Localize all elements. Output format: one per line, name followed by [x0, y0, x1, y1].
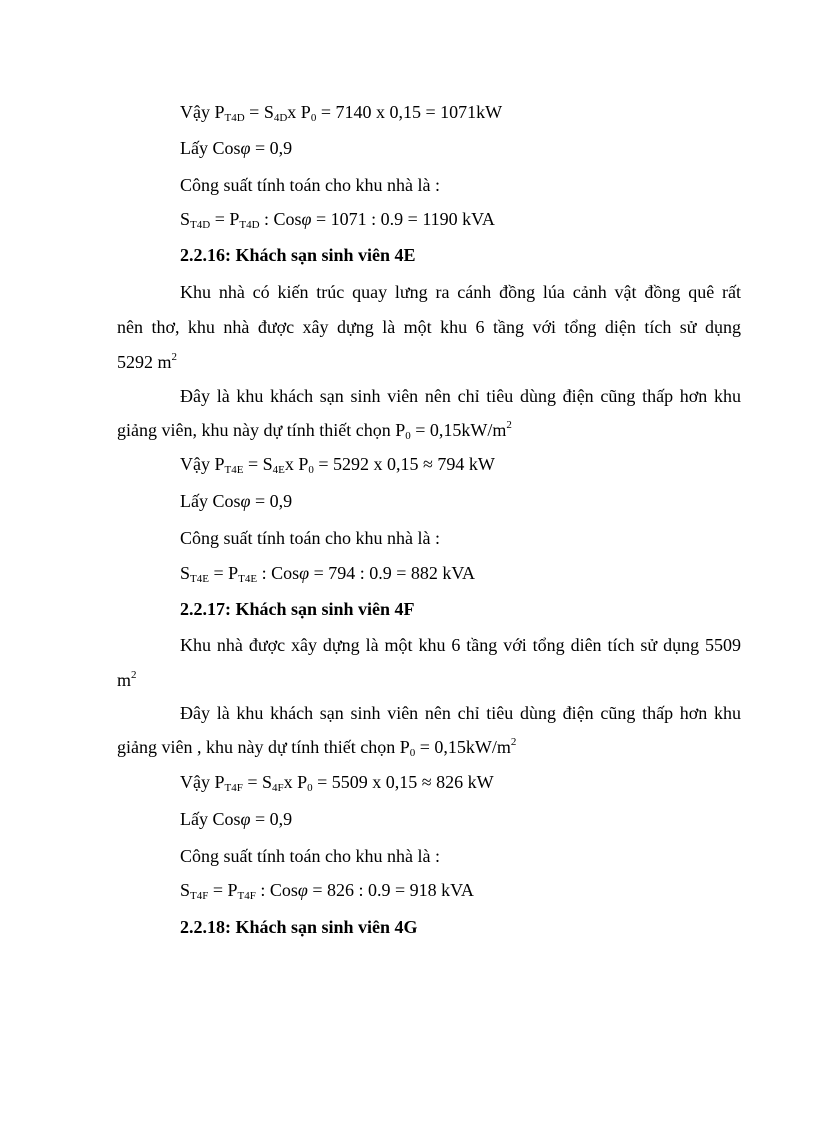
section-heading-2-2-17: 2.2.17: Khách sạn sinh viên 4F: [180, 599, 415, 619]
paragraph-line: Khu nhà được xây dựng là một khu 6 tầng với tổng diên tích sử dụng 5509: [180, 635, 741, 655]
power-calc-heading: Công suất tính toán cho khu nhà là :: [180, 528, 440, 548]
cos-phi-line: Lấy Cosφ = 0,9: [180, 491, 293, 511]
power-calc-heading: Công suất tính toán cho khu nhà là :: [180, 846, 440, 866]
power-calc-heading: Công suất tính toán cho khu nhà là :: [180, 175, 440, 195]
formula-p-t4e: Vậy $P_{T4E} = S_{4E}x$ $P_0 = 5292$ x 0,15 ≈ 794 kW: [180, 454, 495, 476]
formula-p-t4f: Vậy $P_{T4F} = S_{4F}x$ $P_0 = 5509$ x 0,15 ≈ 826 kW: [180, 772, 494, 794]
paragraph-line: Đây là khu khách sạn sinh viên nên chỉ tiêu dùng điện cũng thấp hơn khu: [180, 703, 741, 723]
cos-phi-line: Lấy Cosφ = 0,9: [180, 809, 293, 829]
paragraph-line: giảng viên, khu này dự tính thiết chọn $P_0 = 0,15kW/m^2$: [117, 419, 512, 442]
paragraph-line: 5292 $m^2$: [117, 351, 178, 372]
formula-p-t4d: Vậy $P_{T4D} = S_{4D}x$ $P_0 = 7140$ x 0,15 = 1071kW: [180, 102, 503, 124]
cos-phi-line: Lấy Cosφ = 0,9: [180, 138, 293, 158]
paragraph-line: Đây là khu khách sạn sinh viên nên chỉ tiêu dùng điện cũng thấp hơn khu: [180, 386, 741, 406]
section-heading-2-2-18: 2.2.18: Khách sạn sinh viên 4G: [180, 917, 418, 937]
section-heading-2-2-16: 2.2.16: Khách sạn sinh viên 4E: [180, 245, 416, 265]
formula-s-t4d: $S_{T4D} = P_{T4D}$ : Cosφ = 1071 : 0.9 = 1190 kVA: [180, 209, 495, 231]
paragraph-line: $m^2$: [117, 669, 137, 690]
formula-s-t4e: $S_{T4E} = P_{T4E}$ : Cosφ = 794 : 0.9 = 882 kVA: [180, 563, 476, 585]
formula-s-t4f: $S_{T4F} = P_{T4F}$ : Cosφ = 826 : 0.9 = 918 kVA: [180, 880, 474, 902]
paragraph-line: Khu nhà có kiến trúc quay lưng ra cánh đồng lúa cảnh vật đồng quê rất: [180, 282, 741, 302]
paragraph-line: giảng viên , khu này dự tính thiết chọn $P_0 = 0,15kW/m^2$: [117, 736, 517, 759]
paragraph-line: nên thơ, khu nhà được xây dựng là một khu 6 tầng với tổng diện tích sử dụng: [117, 317, 741, 337]
